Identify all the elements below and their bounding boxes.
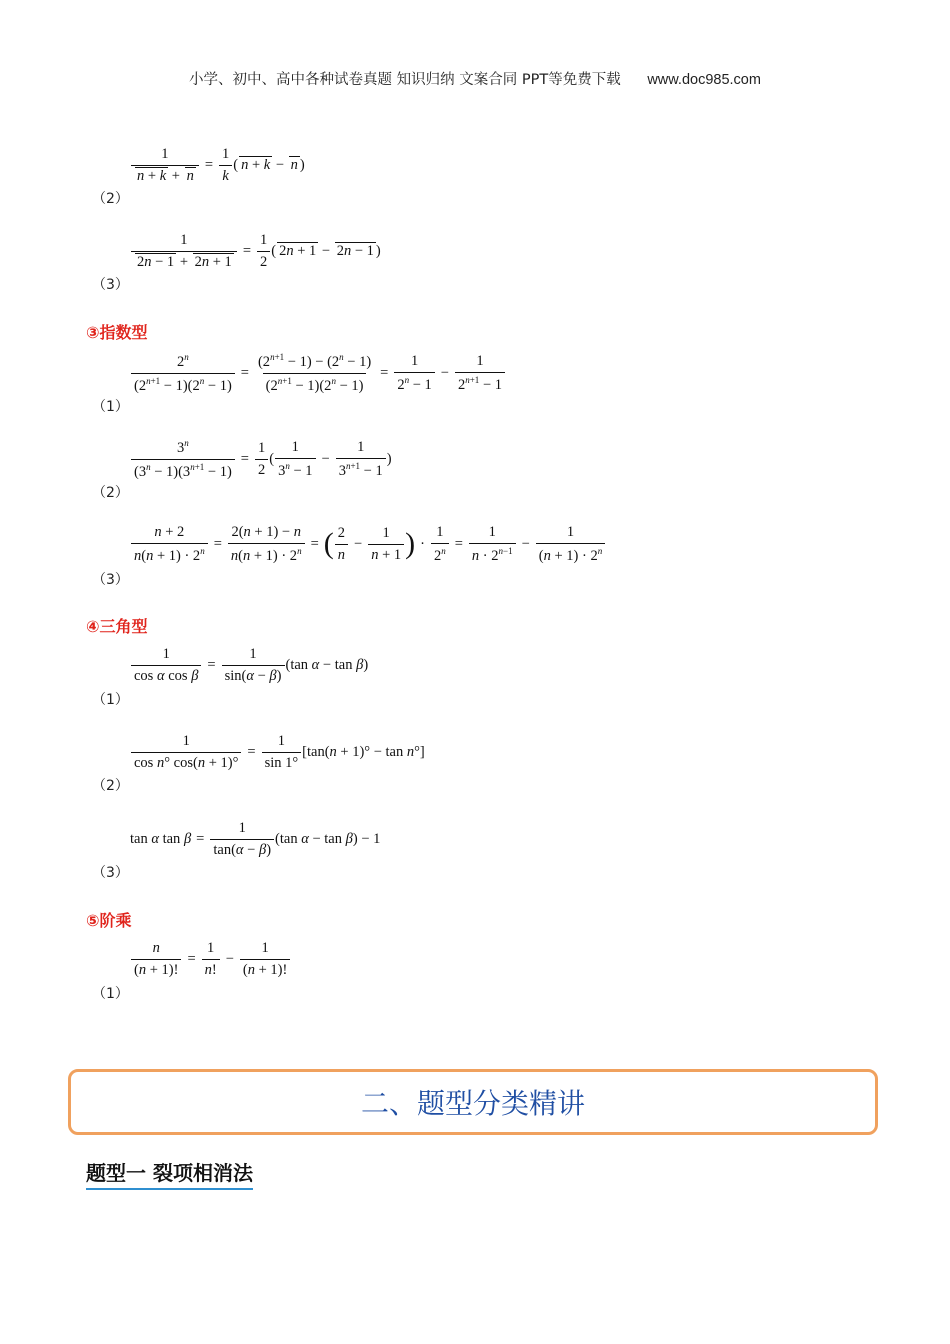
formula-radical-3: $\frac{1}{2n - 1 + 2n + 1}$ = $\frac{1}{2}$ ( 2n + 1 − 2n − 1 ) bbox=[130, 232, 381, 271]
section-exponential: ③指数型 bbox=[86, 323, 148, 342]
header-text: 小学、初中、高中各种试卷真题 知识归纳 文案合同 PPT等免费下载 bbox=[189, 72, 621, 88]
topic-heading: 题型一 裂项相消法 bbox=[86, 1157, 253, 1190]
index-trig-2: （2） bbox=[92, 778, 129, 794]
formula-trig-2: $\frac{1}{\text{cos n° cos(n + 1)°}}$ = $\frac{1}{\sin 1^\circ}$ [tan(n + 1)° − tan n°] bbox=[130, 733, 425, 772]
section-trig: ④三角型 bbox=[86, 617, 148, 636]
formula-factorial-1: $\frac{n}{(n + 1)!}$ = $\frac{1}{n!}$ − $\frac{1}{(n + 1)!}$ bbox=[130, 940, 291, 979]
page-header bbox=[0, 68, 950, 89]
index-radical-2: （2） bbox=[92, 191, 129, 207]
index-exp-3: （3） bbox=[92, 572, 129, 588]
formula-exp-3: $\frac{n + 2}{n(n + 1) \cdot 2^n}$ = $\frac{2(n + 1) - n}{n(n + 1) \cdot 2^n}$ = ( $\frac{2}{n}$ − $\frac{1}{n + 1}$ ) · $\frac{1}{2^n}$ = $\frac{1}{n \cdot 2^{n-1}}$ − $\frac{1}{(n + 1) \cdot 2^n}$ bbox=[130, 524, 606, 565]
index-factorial-1: （1） bbox=[92, 986, 129, 1002]
index-trig-1: （1） bbox=[92, 692, 129, 708]
index-exp-1: （1） bbox=[92, 399, 129, 415]
formula-radical-2: $\frac{1}{n + k + n}$ = $\frac{1}{k}$ ( n + k − n ) bbox=[130, 146, 305, 185]
index-trig-3: （3） bbox=[92, 865, 129, 881]
index-radical-3: （3） bbox=[92, 277, 129, 293]
header-url[interactable]: www.doc985.com bbox=[647, 72, 761, 88]
section-factorial: ⑤阶乘 bbox=[86, 911, 132, 930]
banner-title: 二、题型分类精讲 bbox=[360, 1087, 585, 1120]
section-banner bbox=[68, 1069, 878, 1135]
formula-trig-1: $\frac{1}{\text{cos α cos β}}$ = $\frac{1}{\sin(\alpha - \beta)}$ (tan α − tan β) bbox=[130, 646, 368, 685]
index-exp-2: （2） bbox=[92, 485, 129, 501]
formula-exp-2: $\frac{3^n}{(3^n - 1)(3^{n+1} - 1)}$ = $\frac{1}{2}$ ( $\frac{1}{3^n - 1}$ − $\frac{1}{3^{n+1} - 1}$ ) bbox=[130, 438, 392, 481]
formula-trig-3: tan α tan β = $\frac{1}{\tan(\alpha - \beta)}$ (tan α − tan β) − 1 bbox=[130, 820, 381, 858]
formula-exp-1: $\frac{2^n}{(2^{n+1} - 1)(2^n - 1)}$ = $\frac{(2^{n+1} - 1) - (2^n - 1)}{(2^{n+1} - 1)(2^n - 1)}$ = $\frac{1}{2^n - 1}$ − $\frac{1}{2^{n+1} - 1}$ bbox=[130, 352, 506, 395]
